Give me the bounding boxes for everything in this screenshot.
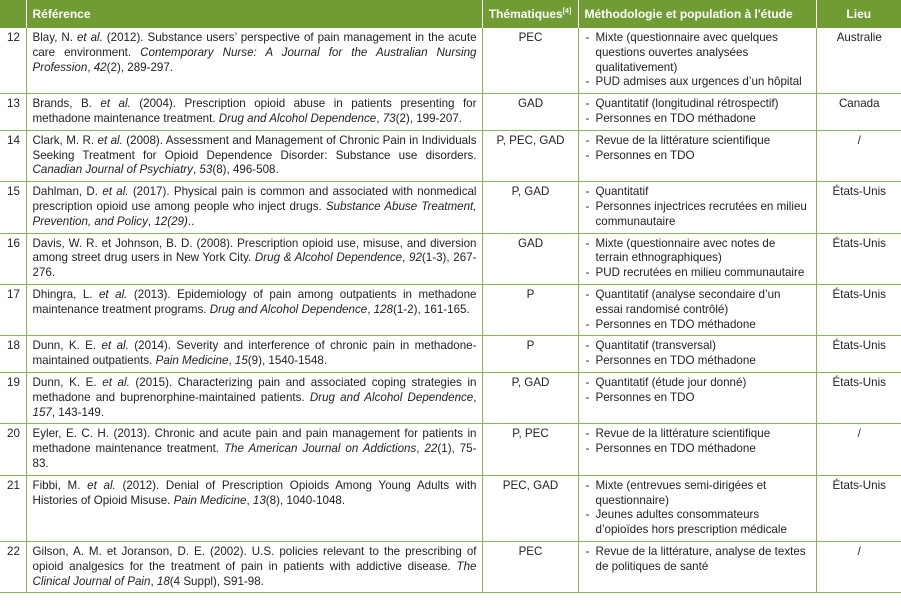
methodologie-item: - PUD admises aux urgences d’un hôpital: [585, 75, 811, 90]
reference-text: (8), 1040-1048.: [265, 493, 346, 507]
thematiques-cell: GAD: [482, 233, 578, 284]
methodologie-cell: [578, 130, 816, 181]
reference-text: (2012). Substance users’ perspective of pain management in the acute care environment.: [32, 31, 477, 59]
table-row: [0, 336, 901, 373]
reference-italic-text: 92: [409, 251, 422, 265]
reference-text: ,: [416, 442, 425, 456]
lieu-cell: Australie: [816, 28, 901, 94]
lieu-cell: /: [816, 130, 901, 181]
methodologie-item: - Mixte (questionnaire avec notes de terrain ethnographiques): [585, 237, 811, 267]
methodologie-cell: [578, 336, 816, 373]
table-row: [0, 233, 901, 284]
reference-italic-text: 157: [32, 405, 52, 419]
methodologie-list: [585, 339, 811, 369]
reference-text: (2015). Characterizing pain and associated coping strategies in methadone and buprenorphine-maintained patients.: [32, 375, 477, 404]
lieu-cell: États-Unis: [816, 182, 901, 233]
reference-text: ,: [147, 214, 155, 228]
methodologie-list: [585, 427, 811, 457]
methodologie-item: - Quantitatif (étude jour donné): [585, 376, 811, 391]
table-row: [0, 182, 901, 233]
methodologie-cell: [578, 233, 816, 284]
reference-text: ,: [87, 60, 94, 74]
lieu-cell: États-Unis: [816, 336, 901, 373]
reference-italic-text: Drug and Alcohol Dependence: [218, 111, 377, 125]
reference-italic-text: 42: [93, 60, 107, 74]
row-number: 18: [0, 336, 26, 373]
methodologie-item: - Personnes en TDO méthadone: [585, 442, 811, 457]
reference-text: ,: [192, 163, 200, 177]
row-number: 14: [0, 130, 26, 181]
reference-italic-text: 128: [373, 302, 393, 316]
thematiques-cell: PEC, GAD: [482, 475, 578, 541]
methodologie-list: [585, 376, 811, 406]
methodologie-item: - Revue de la littérature scientifique: [585, 427, 811, 442]
table-header-row: [0, 0, 901, 28]
reference-cell: [26, 182, 482, 233]
lieu-cell: Canada: [816, 94, 901, 131]
methodologie-cell: [578, 541, 816, 592]
methodologie-list: [585, 237, 811, 281]
reference-text: (4 Suppl), S91-98.: [169, 574, 264, 588]
thematiques-cell: P: [482, 336, 578, 373]
reference-text: (1-3), 267-276.: [32, 251, 477, 280]
reference-cell: [26, 372, 482, 423]
thematiques-cell: P, GAD: [482, 372, 578, 423]
reference-text: (1-2), 161-165.: [393, 302, 470, 316]
reference-cell: [26, 94, 482, 131]
thematiques-cell: P, GAD: [482, 182, 578, 233]
thematiques-cell: PEC: [482, 28, 578, 94]
header-thematiques: [482, 0, 578, 28]
methodologie-item: - Revue de la littérature scientifique: [585, 134, 811, 149]
methodologie-list: [585, 31, 811, 90]
thematiques-cell: P: [482, 284, 578, 335]
reference-cell: [26, 233, 482, 284]
methodologie-list: [585, 134, 811, 164]
reference-text: Dunn, K. E.: [32, 375, 103, 389]
lieu-cell: États-Unis: [816, 233, 901, 284]
reference-italic-text: 13: [252, 493, 266, 507]
reference-cell: [26, 336, 482, 373]
row-number: 12: [0, 28, 26, 94]
thematiques-cell: PEC: [482, 541, 578, 592]
methodologie-list: [585, 288, 811, 332]
thematiques-cell: GAD: [482, 94, 578, 131]
reference-italic-text: et al.: [87, 478, 116, 492]
lieu-cell: /: [816, 541, 901, 592]
reference-italic-text: The American Journal on Addictions: [223, 442, 417, 456]
header-methodologie: Méthodologie et population à l'étude: [578, 0, 816, 28]
methodologie-item: - PUD recrutées en milieu communautaire: [585, 266, 811, 281]
reference-italic-text: Contemporary Nurse: A Journal for the Australian Nursing Profession: [32, 45, 477, 74]
methodologie-cell: [578, 182, 816, 233]
reference-cell: [26, 28, 482, 94]
reference-text: Brands, B.: [32, 97, 101, 111]
header-number: [0, 0, 26, 28]
header-thematiques-note: [4]: [562, 8, 572, 15]
reference-italic-text: Pain Medicine: [173, 493, 247, 507]
row-number: 15: [0, 182, 26, 233]
table-row: [0, 372, 901, 423]
row-number: 13: [0, 94, 26, 131]
reference-text: Dunn, K. E.: [32, 339, 102, 353]
row-number: 17: [0, 284, 26, 335]
reference-italic-text: et al.: [98, 287, 128, 301]
methodologie-item: - Personnes en TDO méthadone: [585, 112, 811, 127]
methodologie-item: - Jeunes adultes consommateurs d’opioïdes hors prescription médicale: [585, 508, 811, 538]
reference-text: (2012). Denial of Prescription Opioids Among Young Adults with Histories of Opioid Misuse.: [32, 478, 477, 507]
reference-text: ,: [228, 354, 235, 368]
header-thematiques-label: Thématiques: [488, 7, 563, 21]
reference-text: Fibbi, M.: [32, 478, 88, 492]
reference-text: Eyler, E. C. H. (2013). Chronic and acute pain and pain management for patients in methadone maintenance treatment.: [32, 427, 477, 456]
reference-text: ,: [473, 390, 477, 404]
methodologie-item: - Quantitatif (longitudinal rétrospectif): [585, 97, 811, 112]
reference-italic-text: 53: [199, 163, 213, 177]
methodologie-item: - Quantitatif (analyse secondaire d’un essai randomisé contrôlé): [585, 288, 811, 318]
reference-text: Blay, N.: [32, 31, 77, 44]
reference-italic-text: The Clinical Journal of Pain: [32, 559, 477, 588]
methodologie-cell: [578, 372, 816, 423]
reference-text: (9), 1540-1548.: [247, 354, 328, 368]
reference-text: (2), 289-297.: [106, 60, 174, 74]
table-row: [0, 28, 901, 94]
reference-text: (8), 496-508.: [212, 163, 279, 177]
reference-text: (2014). Severity and interference of chronic pain in methadone-maintained outpatients.: [32, 339, 477, 368]
reference-cell: [26, 541, 482, 592]
reference-text: ,: [376, 111, 383, 125]
reference-italic-text: 18: [156, 574, 170, 588]
reference-cell: [26, 475, 482, 541]
table-row: [0, 130, 901, 181]
reference-text: (1), 75-83.: [32, 442, 477, 470]
methodologie-list: [585, 479, 811, 538]
reference-text: , 143-149.: [51, 405, 105, 419]
header-reference: Référence: [26, 0, 482, 28]
reference-text: ,: [150, 574, 157, 588]
lieu-cell: /: [816, 424, 901, 475]
methodologie-list: [585, 97, 811, 127]
row-number: 16: [0, 233, 26, 284]
reference-italic-text: et al.: [76, 31, 103, 44]
reference-italic-text: Pain Medicine: [155, 354, 229, 368]
reference-text: Clark, M. R.: [32, 133, 98, 147]
reference-text: (2004). Prescription opioid abuse in patients presenting for methadone maintenance treatment.: [32, 97, 477, 125]
reference-italic-text: et al.: [102, 375, 130, 389]
methodologie-cell: [578, 28, 816, 94]
methodologie-item: - Personnes injectrices recrutées en milieu communautaire: [585, 200, 811, 230]
row-number: 19: [0, 372, 26, 423]
reference-text: Davis, W. R. et Johnson, B. D. (2008). Prescription opioid use, misuse, and diversion among street drug users in New York City.: [32, 236, 477, 265]
methodologie-item: - Quantitatif (transversal): [585, 339, 811, 354]
reference-text: Dhingra, L.: [32, 287, 99, 301]
table-row: [0, 475, 901, 541]
table-row: [0, 424, 901, 475]
methodologie-item: - Personnes en TDO: [585, 149, 811, 164]
lieu-cell: États-Unis: [816, 284, 901, 335]
methodologie-item: - Mixte (questionnaire avec quelques questions ouvertes analysées qualitativement): [585, 31, 811, 75]
methodologie-item: - Personnes en TDO: [585, 391, 811, 406]
methodologie-item: - Quantitatif: [585, 185, 811, 200]
table-row: [0, 284, 901, 335]
reference-cell: [26, 130, 482, 181]
methodologie-cell: [578, 284, 816, 335]
reference-text: ,: [246, 493, 253, 507]
reference-italic-text: et al.: [102, 185, 129, 199]
row-number: 21: [0, 475, 26, 541]
reference-italic-text: Drug & Alcohol Dependence: [254, 251, 403, 265]
reference-italic-text: 12(29): [154, 214, 188, 228]
methodologie-list: [585, 545, 811, 575]
reference-cell: [26, 424, 482, 475]
lieu-cell: États-Unis: [816, 475, 901, 541]
reference-italic-text: Drug and Alcohol Dependence: [209, 302, 368, 316]
reference-cell: [26, 284, 482, 335]
reference-italic-text: Drug and Alcohol Dependence: [309, 390, 474, 404]
reference-text: Dahlman, D.: [32, 185, 103, 199]
reference-text: (2), 199-207.: [395, 111, 462, 125]
table-row: [0, 541, 901, 592]
reference-text: (2008). Assessment and Management of Chronic Pain in Individuals Seeking Treatment for Opioid Dependence Disorder: Substance use disorders.: [32, 133, 477, 162]
methodologie-item: - Personnes en TDO méthadone: [585, 354, 811, 369]
row-number: 22: [0, 541, 26, 592]
header-lieu: Lieu: [816, 0, 901, 28]
reference-text: ,: [367, 302, 374, 316]
table-row: [0, 94, 901, 131]
reference-text: ,: [402, 251, 410, 265]
reference-text: Gilson, A. M. et Joranson, D. E. (2002). U.S. policies relevant to the prescribing of opioid analgesics for the treatment of pain in patients with addictive disease.: [32, 544, 477, 573]
reference-italic-text: 73: [382, 111, 396, 125]
methodologie-list: [585, 185, 811, 229]
reference-italic-text: Substance Abuse Treatment, Prevention, and Policy: [32, 199, 477, 228]
methodologie-cell: [578, 424, 816, 475]
methodologie-cell: [578, 475, 816, 541]
lieu-cell: États-Unis: [816, 372, 901, 423]
reference-text: ..: [187, 214, 195, 228]
thematiques-cell: P, PEC, GAD: [482, 130, 578, 181]
reference-italic-text: 22: [424, 442, 438, 456]
reference-italic-text: et al.: [97, 133, 123, 147]
methodologie-cell: [578, 94, 816, 131]
methodologie-item: - Mixte (entrevues semi-dirigées et questionnaire): [585, 479, 811, 509]
reference-italic-text: et al.: [100, 97, 131, 111]
thematiques-cell: P, PEC: [482, 424, 578, 475]
methodologie-item: - Revue de la littérature, analyse de textes de politiques de santé: [585, 545, 811, 575]
reference-italic-text: Canadian Journal of Psychiatry: [32, 163, 193, 177]
row-number: 20: [0, 424, 26, 475]
reference-italic-text: et al.: [101, 339, 129, 353]
reference-italic-text: 15: [234, 354, 248, 368]
methodologie-item: - Personnes en TDO méthadone: [585, 318, 811, 333]
reference-text: (2013). Epidemiology of pain among outpatients in methadone maintenance treatment programs.: [32, 287, 477, 316]
reference-text: (2017). Physical pain is common and associated with nonmedical prescription opioid use among people who inject drugs.: [32, 185, 477, 213]
table-body: [0, 28, 901, 593]
